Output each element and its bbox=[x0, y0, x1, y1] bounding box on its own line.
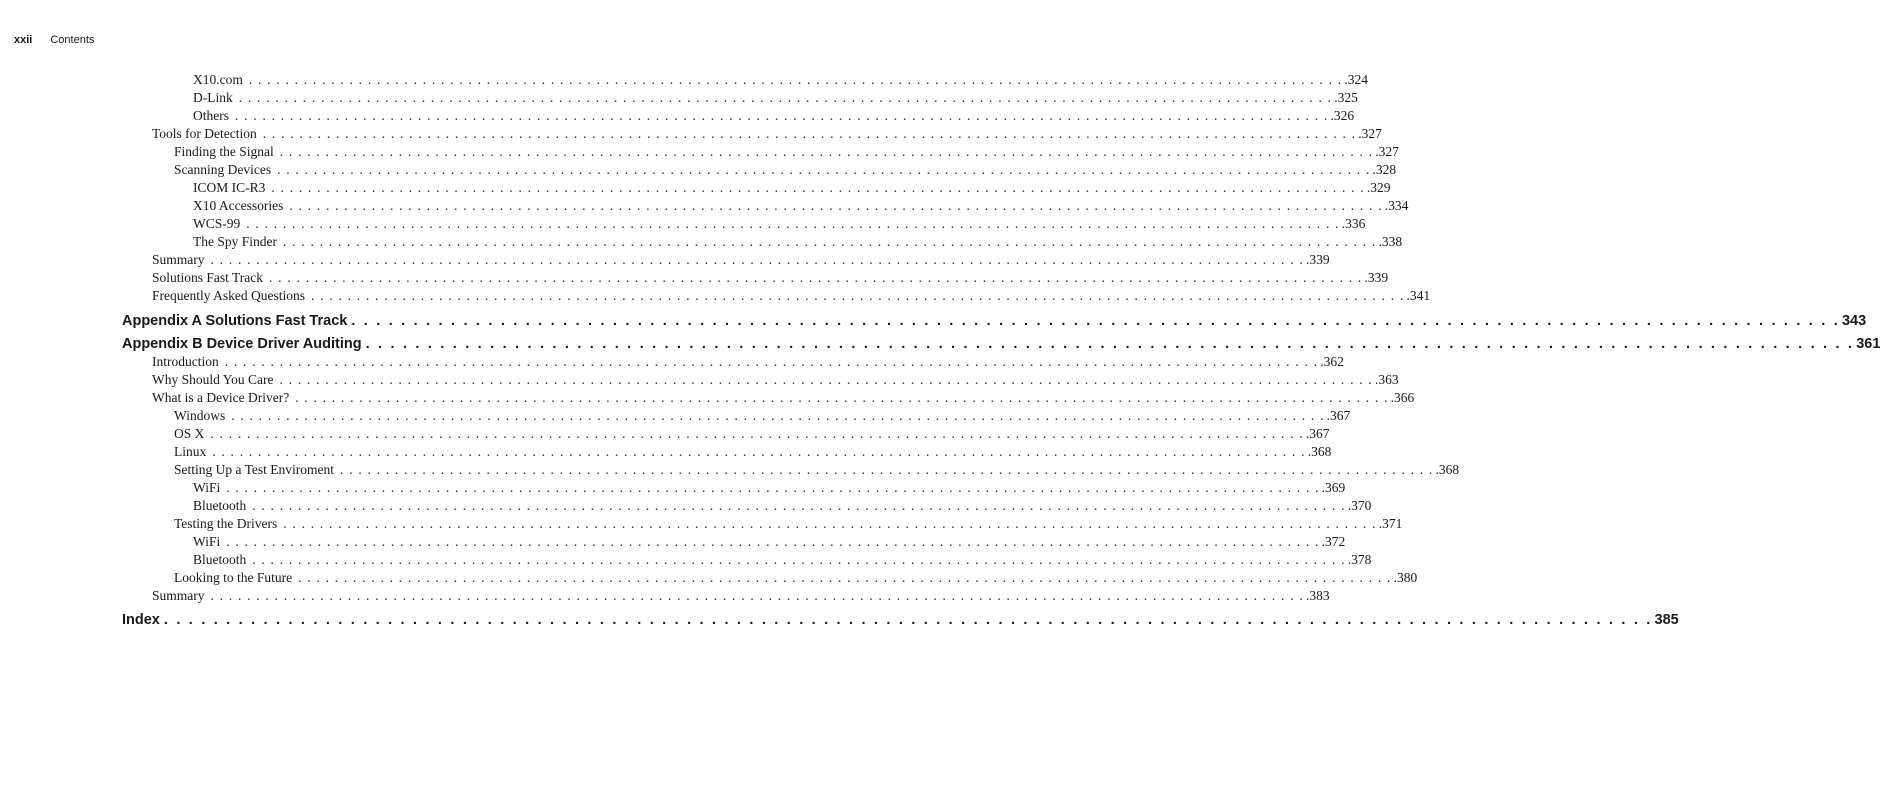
dot-leader: . . . . . . . . . . . . . . . . . . . . . . . . . . . . . . . . . . . . . . . . . . . . . . . . . . . . . . . . . . . . . . . . . . . . . . . . . . . . . . . . . . . . . . . . . . . . . . . . . . . . . . . . . . . . . . . . . . . . . . . . bbox=[226, 534, 1320, 549]
toc-entry-title: OS X bbox=[174, 426, 205, 441]
toc-entry bbox=[193, 197, 1409, 215]
toc-entry-page: .371 bbox=[1378, 516, 1403, 531]
toc-entry-page: .328 bbox=[1372, 162, 1397, 177]
toc-entry bbox=[174, 407, 1351, 425]
dot-leader: . . . . . . . . . . . . . . . . . . . . . . . . . . . . . . . . . . . . . . . . . . . . . . . . . . . . . . . . . . . . . . . . . . . . . . . . . . . . . . . . . . . . . . . . . . . . . . . . . . . . . . . . . . . . . . . . . . . . . . . . bbox=[277, 162, 1371, 177]
dot-leader: . . . . . . . . . . . . . . . . . . . . . . . . . . . . . . . . . . . . . . . . . . . . . . . . . . . . . . . . . . . . . . . . . . . . . . . . . . . . . . . . . . . . . . . . . . . . . . . . . . . . . . . . . . . . . . . . . . . . . . . . bbox=[210, 588, 1304, 603]
toc-entry-page: .336 bbox=[1341, 216, 1366, 231]
toc-entry bbox=[193, 215, 1366, 233]
toc-entry bbox=[174, 143, 1399, 161]
toc-entry-title: Bluetooth bbox=[193, 552, 247, 567]
toc-entry-page: .327 bbox=[1375, 144, 1399, 159]
dot-leader: . . . . . . . . . . . . . . . . . . . . . . . . . . . . . . . . . . . . . . . . . . . . . . . . . . . . . . . . . . . . . . . . . . . . . . . . . . . . . . . . . . . . . . . . . . . . . . . . . . . . . . . . . . . . . . . . . . . . . . . . bbox=[311, 288, 1405, 303]
toc-entry-page: .369 bbox=[1321, 480, 1346, 495]
dot-leader: . . . . . . . . . . . . . . . . . . . . . . . . . . . . . . . . . . . . . . . . . . . . . . . . . . . . . . . . . . . . . . . . . . . . . . . . . . . . . . . . . . . . . . . . . . . . . . . . . . . . . . . . . . . . . . . . . . . . . . . . bbox=[262, 126, 1357, 141]
dot-leader: . . . . . . . . . . . . . . . . . . . . . . . . . . . . . . . . . . . . . . . . . . . . . . . . . . . . . . . . . . . . . . . . . . . . . . . . . . . . . . . . . . . . . . . . . . . . . . . . . . . . . . . . . . . . . . . . . . . . . . . . bbox=[289, 198, 1383, 213]
toc-entry-page: .367 bbox=[1326, 408, 1351, 423]
dot-leader: . . . . . . . . . . . . . . . . . . . . . . . . . . . . . . . . . . . . . . . . . . . . . . . . . . . . . . . . . . . . . . . . . . . . . . . . . . . . . . . . . . . . . . . . . . . . . . . . . . . . . . . . . . . . . . . . . . . . . . . . bbox=[298, 570, 1392, 585]
toc-entry bbox=[193, 107, 1355, 125]
toc-entry bbox=[152, 371, 1399, 389]
toc-entry-title: Testing the Drivers bbox=[174, 516, 278, 531]
toc-entry bbox=[152, 125, 1382, 143]
toc-entry-title: Windows bbox=[174, 408, 226, 423]
toc-entry-page: .327 bbox=[1358, 126, 1382, 141]
toc-entry bbox=[122, 311, 1867, 331]
toc-entry-page: .372 bbox=[1321, 534, 1346, 549]
dot-leader: . . . . . . . . . . . . . . . . . . . . . . . . . . . . . . . . . . . . . . . . . . . . . . . . . . . . . . . . . . . . . . . . . . . . . . . . . . . . . . . . . . . . . . . . . . . . . . . . . . . . . . . . . . . . . . . . . . . . . . . . bbox=[283, 234, 1377, 249]
toc-entry-title: Looking to the Future bbox=[174, 570, 293, 585]
toc-entry-page: 385 bbox=[1654, 612, 1679, 628]
toc-entry-page: .334 bbox=[1384, 198, 1409, 213]
dot-leader: . . . . . . . . . . . . . . . . . . . . . . . . . . . . . . . . . . . . . . . . . . . . . . . . . . . . . . . . . . . . . . . . . . . . . . . . . . . . . . . . . . . . . . . . . . . . . . . . . . . . . . . . . . . . . . . . . . . . . . . . bbox=[224, 354, 1319, 369]
toc-entry-page: .362 bbox=[1320, 354, 1344, 369]
toc-entry-title: X10.com bbox=[193, 72, 243, 87]
toc-entry-page: .339 bbox=[1364, 270, 1389, 285]
toc-entry-page: .383 bbox=[1305, 588, 1330, 603]
toc-entry bbox=[174, 161, 1397, 179]
dot-leader: . . . . . . . . . . . . . . . . . . . . . . . . . . . . . . . . . . . . . . . . . . . . . . . . . . . . . . . . . . . . . . . . . . . . . . . . . . . . . . . . . . . . . . . . . . . . . . . . . . . . . . . . . . . . . . . . . . . . . . . . bbox=[351, 313, 1840, 329]
dot-leader: . . . . . . . . . . . . . . . . . . . . . . . . . . . . . . . . . . . . . . . . . . . . . . . . . . . . . . . . . . . . . . . . . . . . . . . . . . . . . . . . . . . . . . . . . . . . . . . . . . . . . . . . . . . . . . . . . . . . . . . . bbox=[295, 390, 1389, 405]
toc-entry-title: Finding the Signal bbox=[174, 144, 274, 159]
toc-entry bbox=[122, 334, 1880, 354]
page-header bbox=[14, 34, 94, 46]
toc-entry bbox=[174, 569, 1418, 587]
toc-entry bbox=[152, 587, 1330, 605]
toc-entry-page: .367 bbox=[1305, 426, 1330, 441]
toc-entry bbox=[193, 179, 1391, 197]
dot-leader: . . . . . . . . . . . . . . . . . . . . . . . . . . . . . . . . . . . . . . . . . . . . . . . . . . . . . . . . . . . . . . . . . . . . . . . . . . . . . . . . . . . . . . . . . . . . . . . . . . . . . . . . . . . . . . . . . . . . . . . . bbox=[340, 462, 1434, 477]
dot-leader: . . . . . . . . . . . . . . . . . . . . . . . . . . . . . . . . . . . . . . . . . . . . . . . . . . . . . . . . . . . . . . . . . . . . . . . . . . . . . . . . . . . . . . . . . . . . . . . . . . . . . . . . . . . . . . . . . . . . . . . . bbox=[365, 336, 1855, 352]
toc-entry-page: .325 bbox=[1334, 90, 1358, 105]
dot-leader: . . . . . . . . . . . . . . . . . . . . . . . . . . . . . . . . . . . . . . . . . . . . . . . . . . . . . . . . . . . . . . . . . . . . . . . . . . . . . . . . . . . . . . . . . . . . . . . . . . . . . . . . . . . . . . . . . . . . . . . . bbox=[248, 72, 1343, 87]
dot-leader: . . . . . . . . . . . . . . . . . . . . . . . . . . . . . . . . . . . . . . . . . . . . . . . . . . . . . . . . . . . . . . . . . . . . . . . . . . . . . . . . . . . . . . . . . . . . . . . . . . . . . . . . . . . . . . . . . . . . . . . . bbox=[279, 372, 1373, 387]
toc-entry bbox=[193, 551, 1372, 569]
dot-leader: . . . . . . . . . . . . . . . . . . . . . . . . . . . . . . . . . . . . . . . . . . . . . . . . . . . . . . . . . . . . . . . . . . . . . . . . . . . . . . . . . . . . . . . . . . . . . . . . . . . . . . . . . . . . . . . . . . . . . . . . bbox=[235, 108, 1329, 123]
toc-entry-title: X10 Accessories bbox=[193, 198, 284, 213]
toc-entry-title: Frequently Asked Questions bbox=[152, 288, 305, 303]
dot-leader: . . . . . . . . . . . . . . . . . . . . . . . . . . . . . . . . . . . . . . . . . . . . . . . . . . . . . . . . . . . . . . . . . . . . . . . . . . . . . . . . . . . . . . . . . . . . . . . . . . . . . . . . . . . . . . . . . . . . . . . . bbox=[279, 144, 1374, 159]
toc-entry bbox=[152, 269, 1389, 287]
toc-entry-page: .368 bbox=[1435, 462, 1460, 477]
dot-leader: . . . . . . . . . . . . . . . . . . . . . . . . . . . . . . . . . . . . . . . . . . . . . . . . . . . . . . . . . . . . . . . . . . . . . . . . . . . . . . . . . . . . . . . . . . . . . . . . . . . . . . . . . . . . . . . . . . . . . . . . bbox=[252, 498, 1346, 513]
dot-leader: . . . . . . . . . . . . . . . . . . . . . . . . . . . . . . . . . . . . . . . . . . . . . . . . . . . . . . . . . . . . . . . . . . . . . . . . . . . . . . . . . . . . . . . . . . . . . . . . . . . . . . . . . . . . . . . . . . . . . . . . bbox=[269, 270, 1363, 285]
toc-entry bbox=[174, 443, 1332, 461]
toc-entry-title: The Spy Finder bbox=[193, 234, 277, 249]
dot-leader: . . . . . . . . . . . . . . . . . . . . . . . . . . . . . . . . . . . . . . . . . . . . . . . . . . . . . . . . . . . . . . . . . . . . . . . . . . . . . . . . . . . . . . . . . . . . . . . . . . . . . . . . . . . . . . . . . . . . . . . . bbox=[252, 552, 1346, 567]
toc-entry bbox=[193, 497, 1372, 515]
toc-entry-page: .326 bbox=[1330, 108, 1355, 123]
dot-leader: . . . . . . . . . . . . . . . . . . . . . . . . . . . . . . . . . . . . . . . . . . . . . . . . . . . . . . . . . . . . . . . . . . . . . . . . . . . . . . . . . . . . . . . . . . . . . . . . . . . . . . . . . . . . . . . . . . . . . . . . bbox=[271, 180, 1365, 195]
toc-entry-title: Introduction bbox=[152, 354, 219, 369]
toc-entry-page: .341 bbox=[1406, 288, 1431, 303]
toc-entry bbox=[193, 233, 1403, 251]
toc-entry-page: .363 bbox=[1374, 372, 1399, 387]
dot-leader: . . . . . . . . . . . . . . . . . . . . . . . . . . . . . . . . . . . . . . . . . . . . . . . . . . . . . . . . . . . . . . . . . . . . . . . . . . . . . . . . . . . . . . . . . . . . . . . . . . . . . . . . . . . . . . . . . . . . . . . . bbox=[246, 216, 1340, 231]
toc-entry-page: .370 bbox=[1347, 498, 1372, 513]
toc-entry-page: .368 bbox=[1307, 444, 1332, 459]
toc-entry-page: .338 bbox=[1378, 234, 1403, 249]
toc-entry-title: Summary bbox=[152, 252, 205, 267]
toc-entry-title: Linux bbox=[174, 444, 207, 459]
toc-entry-page: .339 bbox=[1305, 252, 1330, 267]
toc-entry-title: Why Should You Care bbox=[152, 372, 274, 387]
toc-entry-title: D-Link bbox=[193, 90, 233, 105]
toc-entry-title: Others bbox=[193, 108, 229, 123]
toc-entry bbox=[193, 89, 1358, 107]
dot-leader: . . . . . . . . . . . . . . . . . . . . . . . . . . . . . . . . . . . . . . . . . . . . . . . . . . . . . . . . . . . . . . . . . . . . . . . . . . . . . . . . . . . . . . . . . . . . . . . . . . . . . . . . . . . . . . . . . . . . . . . . bbox=[283, 516, 1377, 531]
dot-leader: . . . . . . . . . . . . . . . . . . . . . . . . . . . . . . . . . . . . . . . . . . . . . . . . . . . . . . . . . . . . . . . . . . . . . . . . . . . . . . . . . . . . . . . . . . . . . . . . . . . . . . . . . . . . . . . . . . . . . . . . bbox=[210, 252, 1304, 267]
toc-entry-title: Solutions Fast Track bbox=[152, 270, 264, 285]
toc-entry-title: Bluetooth bbox=[193, 498, 247, 513]
toc-entry-title: What is a Device Driver? bbox=[152, 390, 290, 405]
toc-entry-title: Tools for Detection bbox=[152, 126, 257, 141]
dot-leader: . . . . . . . . . . . . . . . . . . . . . . . . . . . . . . . . . . . . . . . . . . . . . . . . . . . . . . . . . . . . . . . . . . . . . . . . . . . . . . . . . . . . . . . . . . . . . . . . . . . . . . . . . . . . . . . . . . . . . . . . bbox=[226, 480, 1320, 495]
toc-entry-title: WiFi bbox=[193, 534, 221, 549]
toc-entry-title: WiFi bbox=[193, 480, 221, 495]
toc-entry-title: Summary bbox=[152, 588, 205, 603]
dot-leader: . . . . . . . . . . . . . . . . . . . . . . . . . . . . . . . . . . . . . . . . . . . . . . . . . . . . . . . . . . . . . . . . . . . . . . . . . . . . . . . . . . . . . . . . . . . . . . . . . . . . . . . . . . . . . . . . . . . . . . . . bbox=[210, 426, 1304, 441]
toc-entry bbox=[122, 610, 1679, 630]
toc-entry-title: WCS-99 bbox=[193, 216, 241, 231]
toc-entry-title: Setting Up a Test Enviroment bbox=[174, 462, 335, 477]
toc-entry-title: Appendix B Device Driver Auditing bbox=[122, 336, 362, 352]
toc-entry-page: .380 bbox=[1393, 570, 1418, 585]
toc-entry-title: ICOM IC-R3 bbox=[193, 180, 266, 195]
toc-entry-title: Index bbox=[122, 612, 160, 628]
toc-entry-page: .366 bbox=[1390, 390, 1415, 405]
toc-entry bbox=[174, 425, 1330, 443]
toc-entry-page: .324 bbox=[1344, 72, 1368, 87]
toc-entry bbox=[174, 461, 1460, 479]
page-number: xxii bbox=[14, 34, 33, 46]
toc-entry-page: 343 bbox=[1841, 313, 1867, 329]
toc-entry-page: .329 bbox=[1366, 180, 1391, 195]
dot-leader: . . . . . . . . . . . . . . . . . . . . . . . . . . . . . . . . . . . . . . . . . . . . . . . . . . . . . . . . . . . . . . . . . . . . . . . . . . . . . . . . . . . . . . . . . . . . . . . . . . . . . . . . . . . . . . . . . . . . . . . . bbox=[163, 612, 1653, 628]
toc-entry bbox=[152, 251, 1330, 269]
toc-entry-page: 361 bbox=[1856, 336, 1880, 352]
toc-entry bbox=[193, 71, 1368, 89]
toc-entry-title: Scanning Devices bbox=[174, 162, 272, 177]
dot-leader: . . . . . . . . . . . . . . . . . . . . . . . . . . . . . . . . . . . . . . . . . . . . . . . . . . . . . . . . . . . . . . . . . . . . . . . . . . . . . . . . . . . . . . . . . . . . . . . . . . . . . . . . . . . . . . . . . . . . . . . . bbox=[231, 408, 1325, 423]
toc-entry bbox=[152, 353, 1344, 371]
toc-entry bbox=[152, 287, 1431, 305]
toc-entry bbox=[193, 479, 1346, 497]
toc-entry-title: Appendix A Solutions Fast Track bbox=[122, 313, 348, 329]
toc-entry bbox=[174, 515, 1403, 533]
toc-entry bbox=[193, 533, 1346, 551]
dot-leader: . . . . . . . . . . . . . . . . . . . . . . . . . . . . . . . . . . . . . . . . . . . . . . . . . . . . . . . . . . . . . . . . . . . . . . . . . . . . . . . . . . . . . . . . . . . . . . . . . . . . . . . . . . . . . . . . . . . . . . . . bbox=[212, 444, 1306, 459]
dot-leader: . . . . . . . . . . . . . . . . . . . . . . . . . . . . . . . . . . . . . . . . . . . . . . . . . . . . . . . . . . . . . . . . . . . . . . . . . . . . . . . . . . . . . . . . . . . . . . . . . . . . . . . . . . . . . . . . . . . . . . . . bbox=[238, 90, 1333, 105]
toc-entry bbox=[152, 389, 1415, 407]
toc-entry-page: .378 bbox=[1347, 552, 1372, 567]
running-title: Contents bbox=[50, 34, 95, 46]
